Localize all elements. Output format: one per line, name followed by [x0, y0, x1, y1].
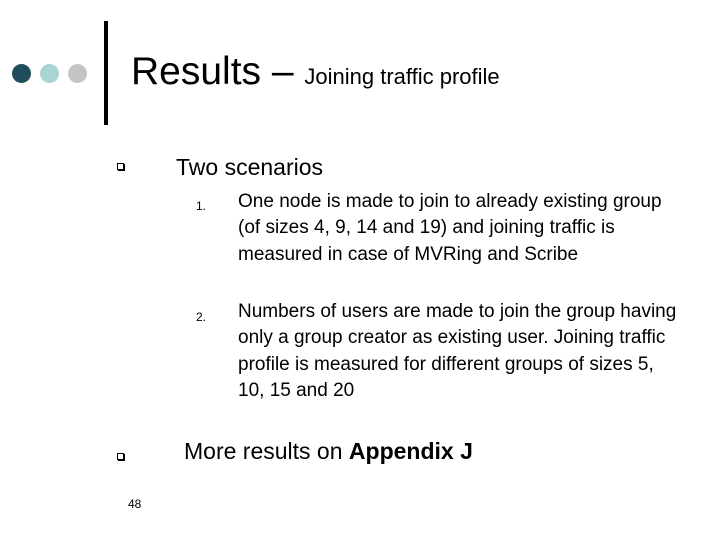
slide-title	[131, 50, 500, 94]
slide-title-main: Results –	[131, 50, 305, 93]
more-results-prefix: More results on	[184, 438, 349, 464]
slide-title-sub: Joining traffic profile	[304, 64, 500, 89]
bullet-text-scenarios: Two scenarios	[176, 154, 324, 180]
list-item-text: Numbers of users are made to join the group having only a group creator as existing user. Joining traffic profile is measured for different groups of sizes 5, 10, 15 and 20	[238, 301, 677, 401]
page-number: 48	[128, 497, 142, 511]
bullet-text-more-results	[184, 438, 473, 465]
appendix-reference: Appendix J	[348, 438, 473, 464]
square-bullet-icon	[117, 453, 124, 460]
title-divider-line	[104, 21, 108, 125]
list-number: 2.	[196, 310, 207, 324]
decorative-dot-gray	[68, 64, 87, 83]
square-bullet-icon	[117, 163, 124, 170]
decorative-dot-dark	[12, 64, 31, 83]
list-number: 1.	[196, 199, 207, 213]
list-item-text: One node is made to join to already existing group (of sizes 4, 9, 14 and 19) and joining traffic is measured in case of MVRing and Scribe	[238, 191, 662, 265]
decorative-dot-light-teal	[40, 64, 59, 83]
